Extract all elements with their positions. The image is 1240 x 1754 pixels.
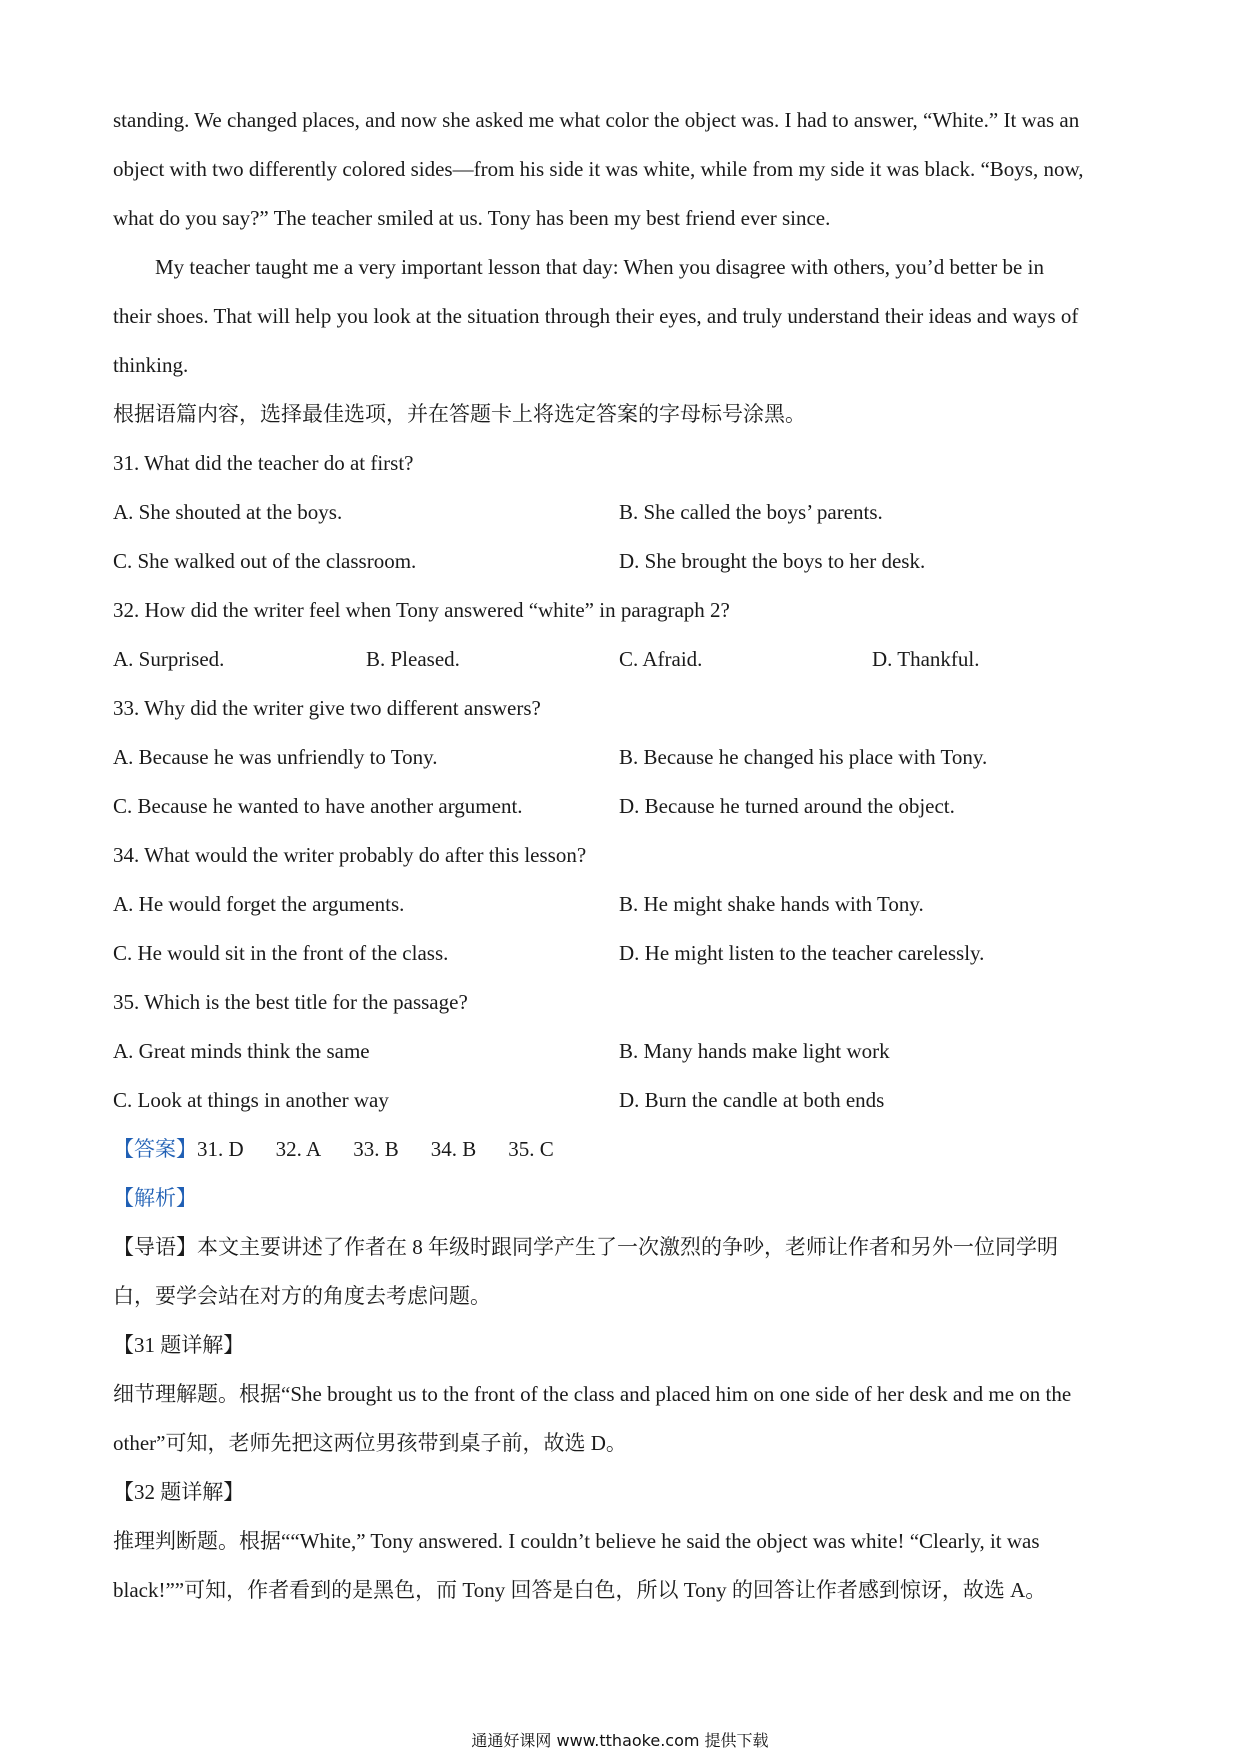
options-row [113,733,1133,782]
answer-item: 32. A [275,1137,322,1161]
q31-detail-line: 细节理解题。根据“She brought us to the front of the class and placed him on one side of her desk and me on the [113,1382,1072,1406]
options-row [113,929,1133,978]
option: A. Great minds think the same [113,1039,370,1063]
guide-text: 本文主要讲述了作者在 8 年级时跟同学产生了一次激烈的争吵，老师让作者和另外一位同学明 [197,1235,1058,1259]
option: B. Because he changed his place with Tony. [619,745,988,769]
page-footer: 通通好课网 www.tthaoke.com 提供下载 [471,1731,769,1750]
passage-line: what do you say?” The teacher smiled at us. Tony has been my best friend ever since. [113,206,831,230]
options-row [113,635,1133,684]
answer-item: 31. D [197,1137,244,1161]
answer-item: 34. B [430,1137,477,1161]
option: B. He might shake hands with Tony. [619,892,924,916]
option: D. He might listen to the teacher carelessly. [619,941,985,965]
options-row [113,1076,1133,1125]
guide-line-2: 白，要学会站在对方的角度去考虑问题。 [113,1284,491,1308]
option: B. She called the boys’ parents. [619,500,883,524]
option: B. Many hands make light work [619,1039,890,1063]
answer-item: 33. B [353,1137,399,1161]
answer-key [113,1125,1133,1174]
document-page [113,96,1133,1615]
option: C. Because he wanted to have another argument. [113,794,523,818]
passage-line: their shoes. That will help you look at the situation through their eyes, and truly understand their ideas and ways of [113,304,1079,328]
option: A. He would forget the arguments. [113,892,405,916]
option: C. Afraid. [619,647,703,671]
options-row [113,782,1133,831]
guide-line-1 [113,1223,1133,1272]
option: A. Surprised. [113,647,225,671]
option: C. Look at things in another way [113,1088,389,1112]
q31-detail-line: other”可知，老师先把这两位男孩带到桌子前，故选 D。 [113,1431,627,1455]
options-row [113,488,1133,537]
question-35: 35. Which is the best title for the passage? [113,990,468,1014]
guide-label: 【导语】 [113,1235,197,1259]
options-row [113,1027,1133,1076]
option: D. She brought the boys to her desk. [619,549,926,573]
q32-detail-line: black!””可知，作者看到的是黑色，而 Tony 回答是白色，所以 Tony 的回答让作者感到惊讶，故选 A。 [113,1578,1047,1602]
q32-detail-label: 【32 题详解】 [113,1480,245,1504]
question-33: 33. Why did the writer give two different answers? [113,696,541,720]
passage-line: standing. We changed places, and now she asked me what color the object was. I had to answer, “White.” It was an [113,108,1080,132]
q32-detail-line: 推理判断题。根据““White,” Tony answered. I couldn’t believe he said the object was white! “Clearly, it was [113,1529,1040,1553]
passage-line: object with two differently colored sides—from his side it was white, while from my side it was black. “Boys, now, [113,157,1084,181]
passage-line: My teacher taught me a very important lesson that day: When you disagree with others, you’d better be in [155,255,1044,279]
question-32: 32. How did the writer feel when Tony answered “white” in paragraph 2? [113,598,730,622]
option: C. She walked out of the classroom. [113,549,417,573]
option: D. Burn the candle at both ends [619,1088,885,1112]
option: A. Because he was unfriendly to Tony. [113,745,438,769]
option: C. He would sit in the front of the class. [113,941,449,965]
passage-line: thinking. [113,353,189,377]
question-34: 34. What would the writer probably do after this lesson? [113,843,587,867]
answer-label: 【答案】 [113,1137,197,1161]
q31-detail-label: 【31 题详解】 [113,1333,245,1357]
instruction: 根据语篇内容，选择最佳选项，并在答题卡上将选定答案的字母标号涂黑。 [113,402,806,426]
option: D. Because he turned around the object. [619,794,955,818]
option: A. She shouted at the boys. [113,500,343,524]
option: B. Pleased. [366,647,460,671]
question-31: 31. What did the teacher do at first? [113,451,414,475]
answer-item: 35. C [508,1137,554,1161]
analysis-label: 【解析】 [113,1186,197,1210]
options-row [113,880,1133,929]
option: D. Thankful. [872,647,980,671]
options-row [113,537,1133,586]
